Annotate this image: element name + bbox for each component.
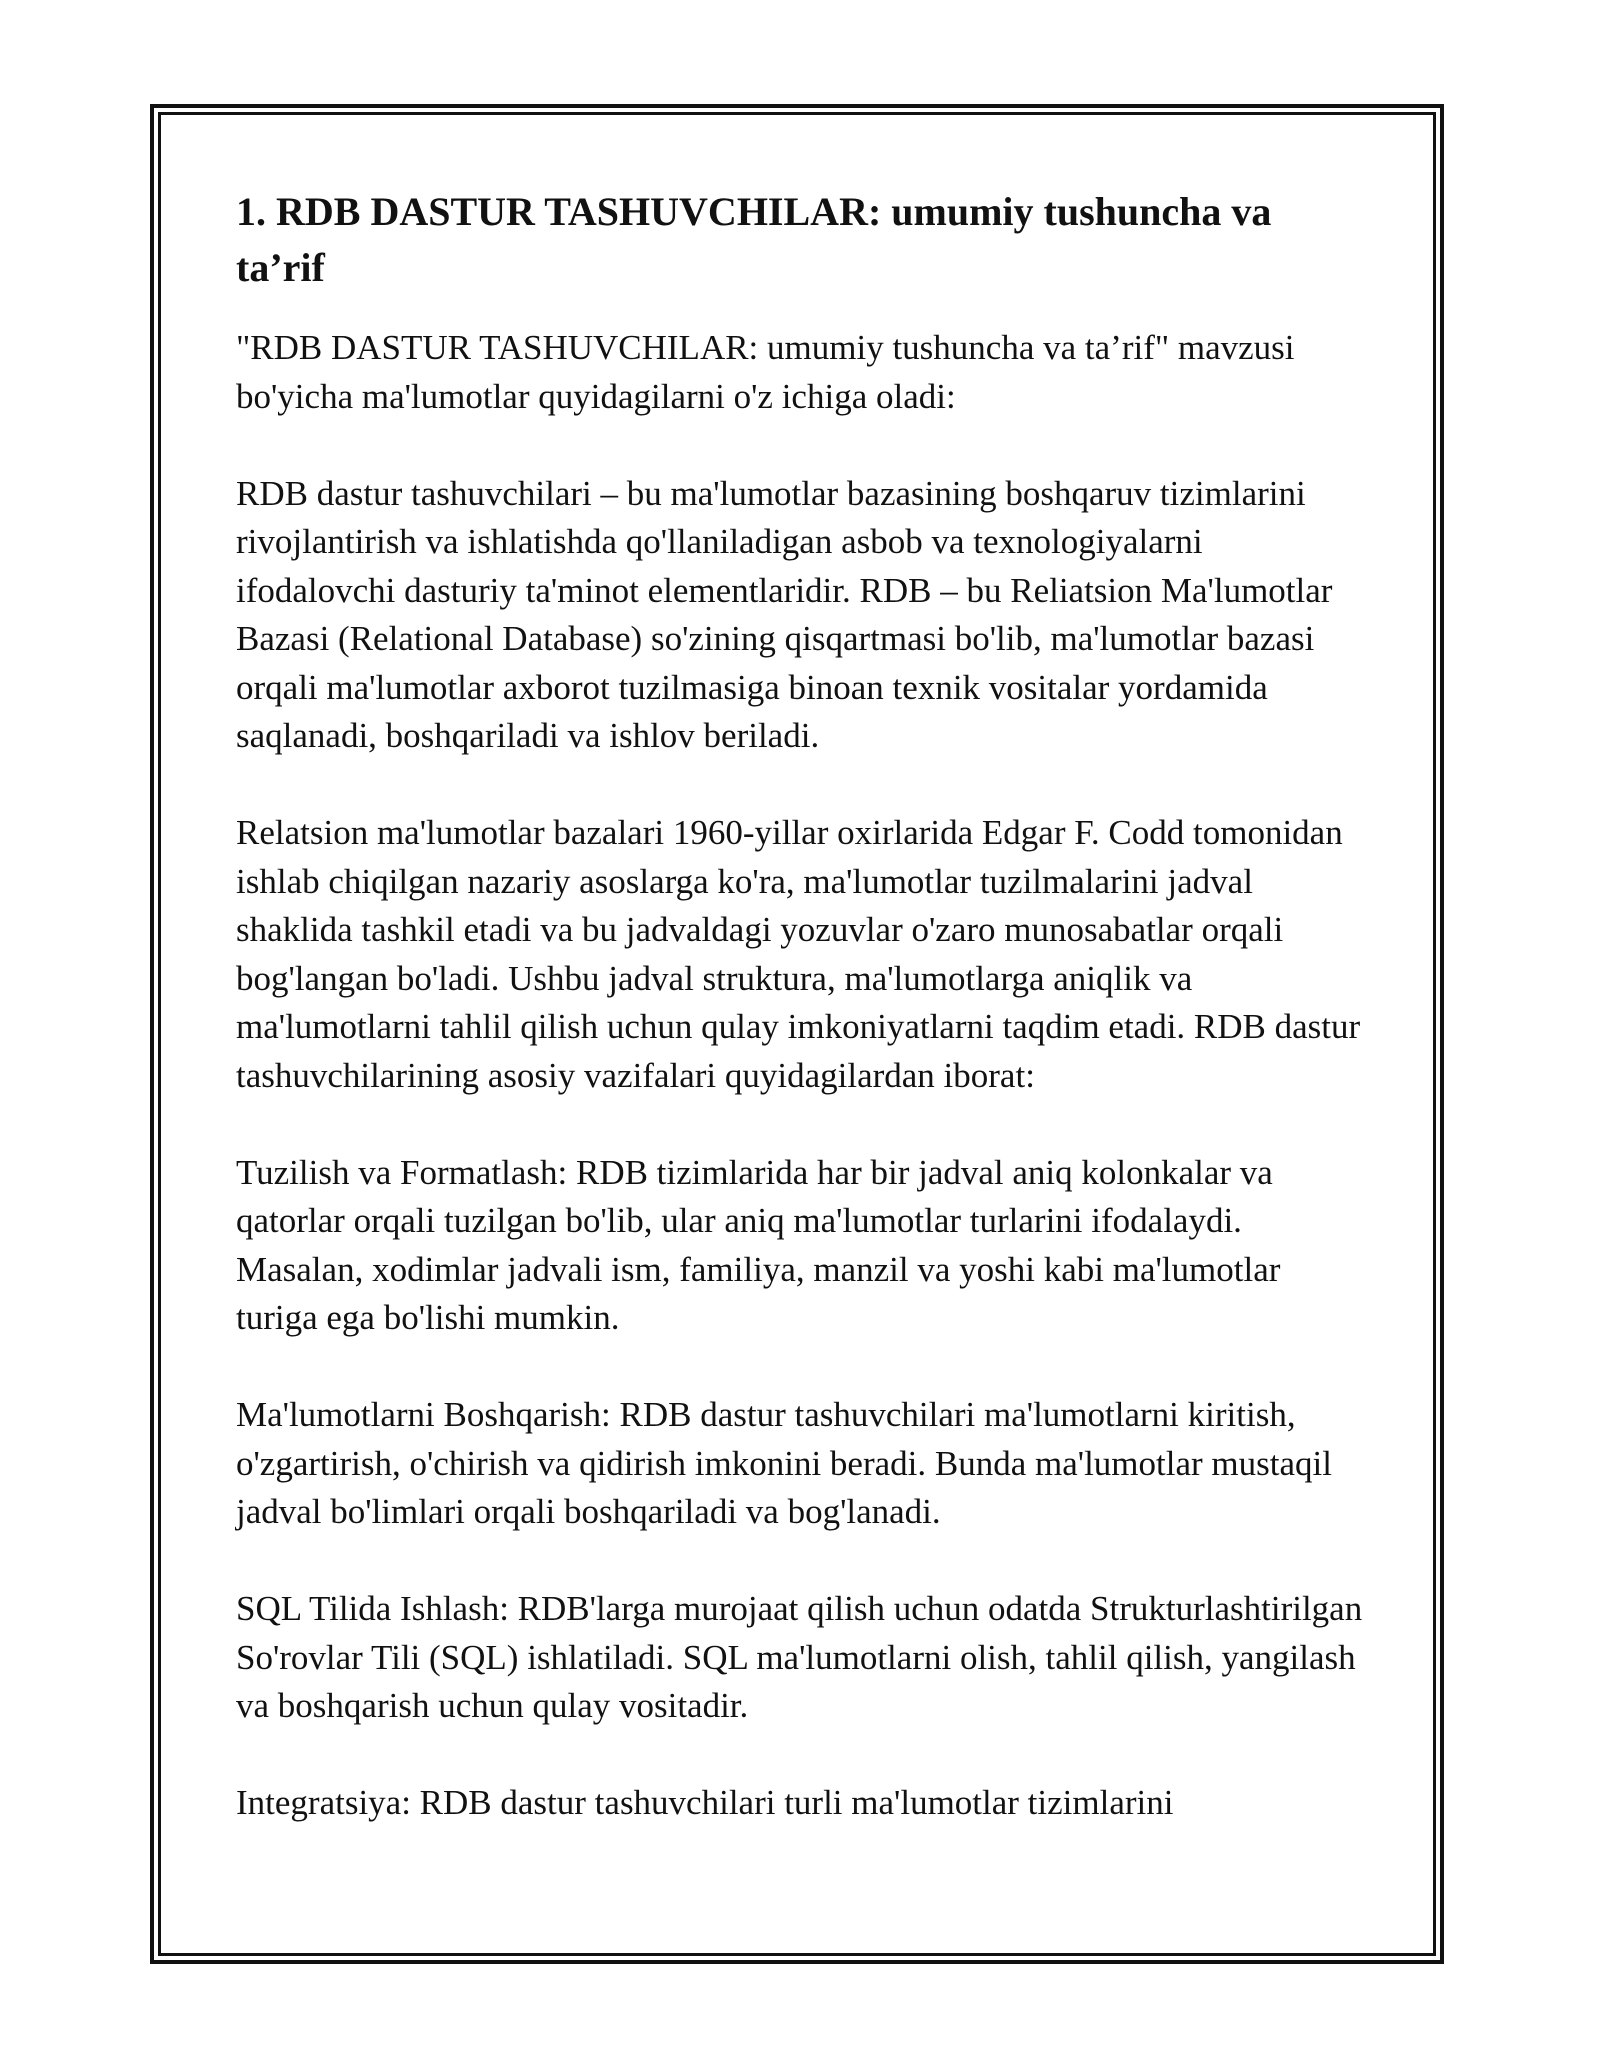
section-heading: 1. RDB DASTUR TASHUVCHILAR: umumiy tushuncha va ta’rif [236,189,1272,290]
intro-paragraph: "RDB DASTUR TASHUVCHILAR: umumiy tushuncha va ta’rif" mavzusi bo'yicha ma'lumotlar quyidagilarni o'z ichiga oladi: [236,328,1295,416]
structure-paragraph: Tuzilish va Formatlash: RDB tizimlarida har bir jadval aniq kolonkalar va qatorlar orqali tuzilgan bo'lib, ular aniq ma'lumotlar turlarini ifodalaydi. Masalan, xodimlar jadvali ism, familiya, manzil va yoshi kabi ma'lumotlar turiga ega bo'lishi mumkin. [236,1152,1281,1337]
sql-paragraph: SQL Tilida Ishlash: RDB'larga murojaat qilish uchun odatda Strukturlashtirilgan So'rovlar Tili (SQL) ishlatiladi. SQL ma'lumotlarni olish, tahlil qilish, yangilash va boshqarish uchun qulay vositadir. [236,1589,1363,1725]
definition-paragraph: RDB dastur tashuvchilari – bu ma'lumotlar bazasining boshqaruv tizimlarini rivojlantirish va ishlatishda qo'llaniladigan asbob va texnologiyalarni ifodalovchi dasturiy ta'minot elementlaridir. RDB – bu Reliatsion Ma'lumotlar Bazasi (Relational Database) so'zining qisqartmasi bo'lib, ma'lumotlar bazasi orqali ma'lumotlar axborot tuzilmasiga binoan texnik vositalar yordamida saqlanadi, boshqariladi va ishlov beriladi. [236,473,1333,755]
document-body [236,184,1366,1876]
history-paragraph: Relatsion ma'lumotlar bazalari 1960-yillar oxirlarida Edgar F. Codd tomonidan ishlab chiqilgan nazariy asoslarga ko'ra, ma'lumotlar tuzilmalarini jadval shaklida tashkil etadi va bu jadvaldagi yozuvlar o'zaro munosabatlar orqali bog'langan bo'ladi. Ushbu jadval struktura, ma'lumotlarga aniqlik va ma'lumotlarni tahlil qilish uchun qulay imkoniyatlarni taqdim etadi. RDB dastur tashuvchilarining asosiy vazifalari quyidagilardan iborat: [236,813,1361,1095]
integration-paragraph: Integratsiya: RDB dastur tashuvchilari turli ma'lumotlar tizimlarini [236,1783,1174,1822]
data-management-paragraph: Ma'lumotlarni Boshqarish: RDB dastur tashuvchilari ma'lumotlarni kiritish, o'zgartirish, o'chirish va qidirish imkonini beradi. Bunda ma'lumotlar mustaqil jadval bo'limlari orqali boshqariladi va bog'lanadi. [236,1395,1332,1531]
